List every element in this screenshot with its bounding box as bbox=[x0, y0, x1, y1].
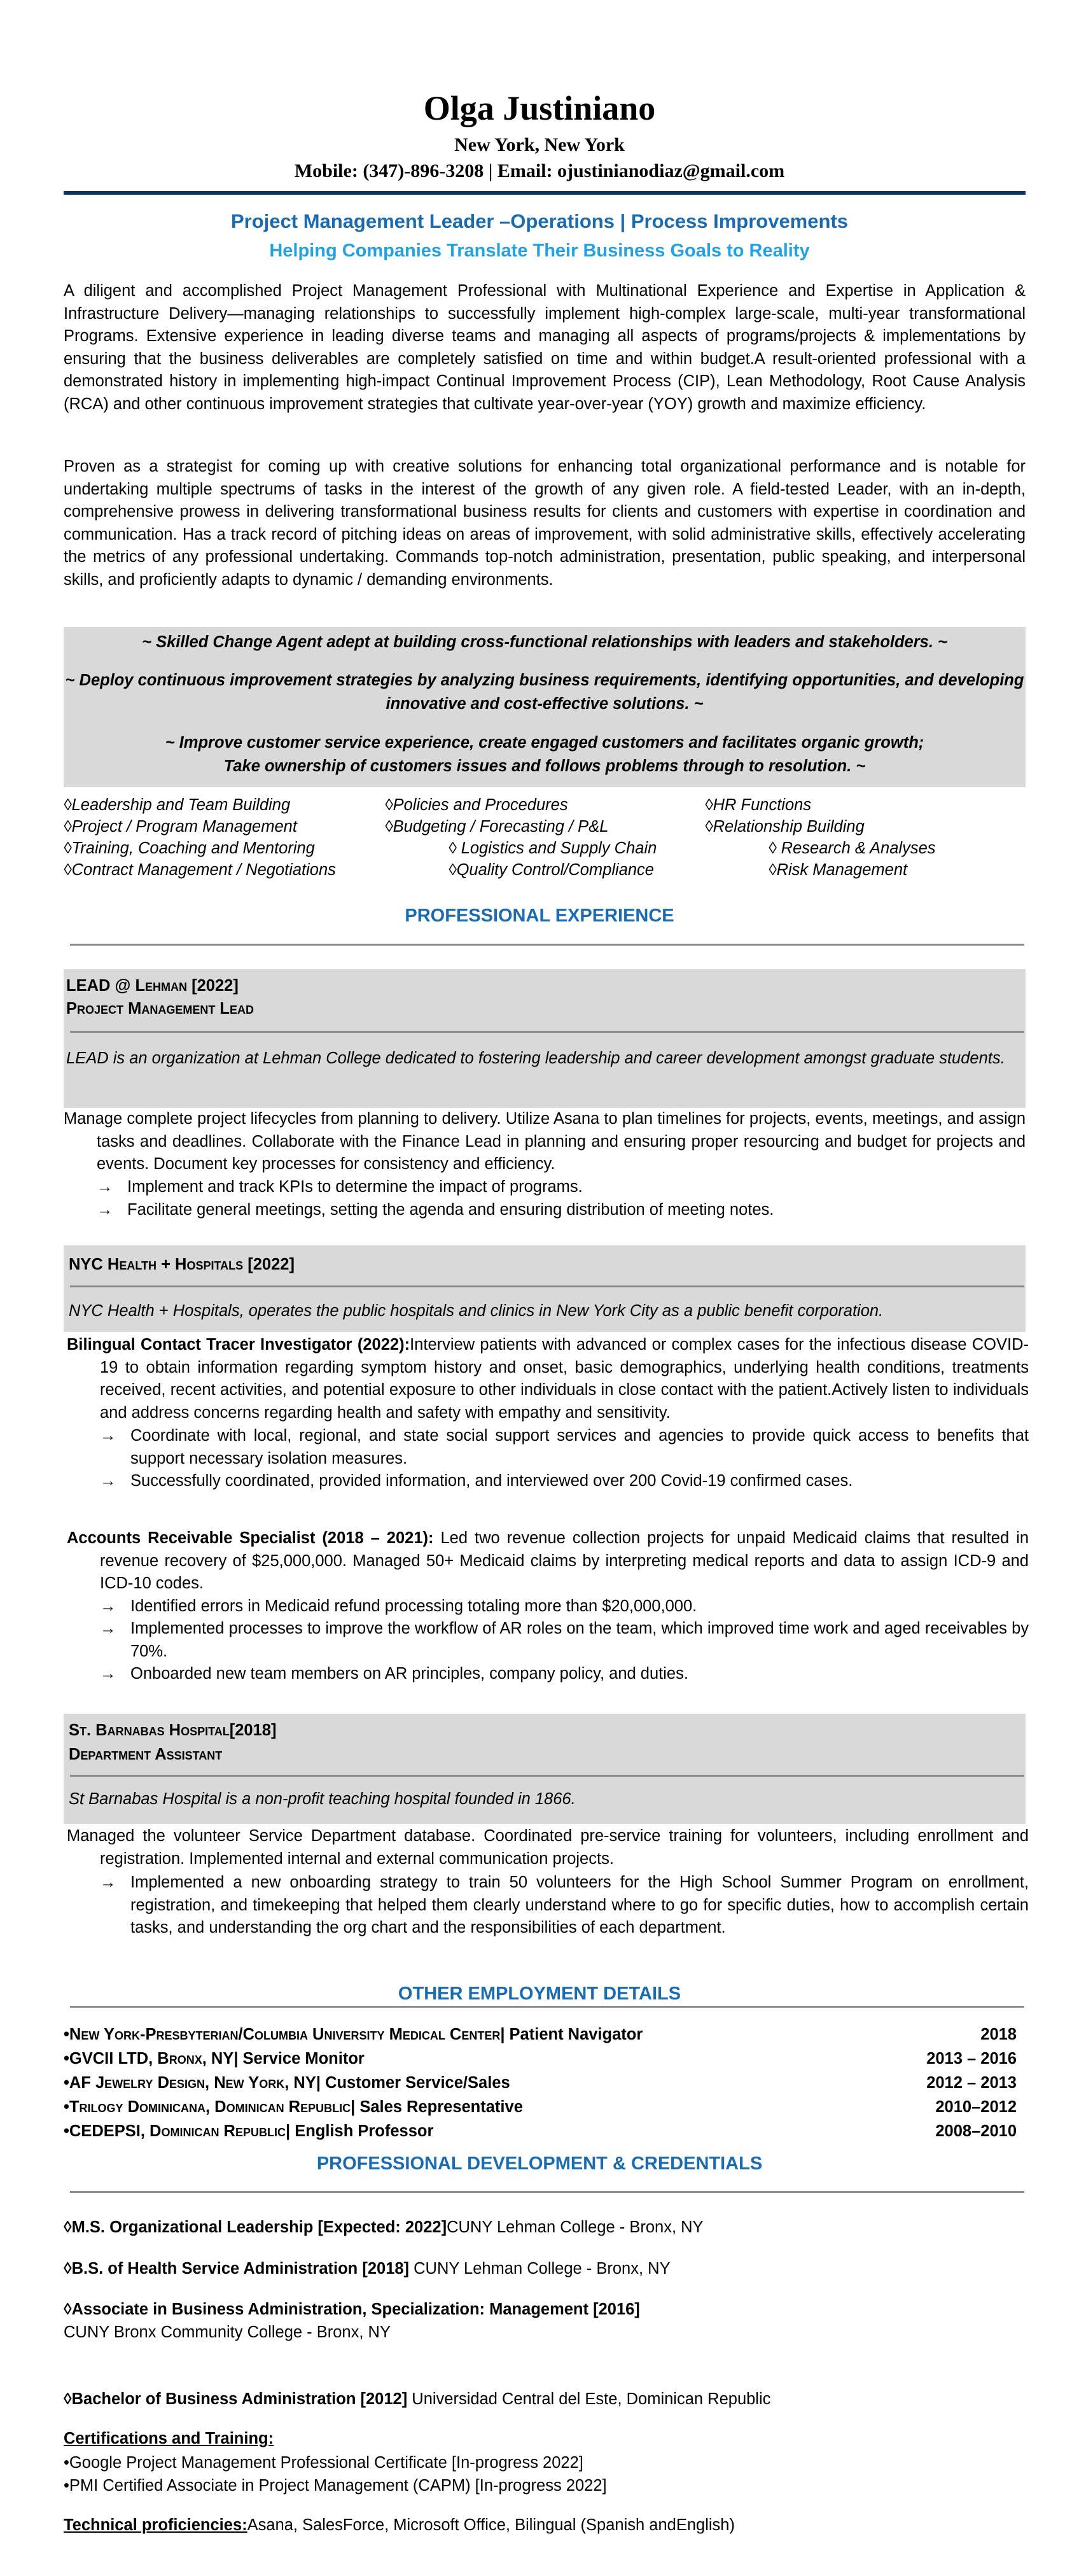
degree-title: ◊Associate in Business Administration, Specialization: Management [2016] bbox=[64, 2300, 640, 2318]
degree-school: CUNY Lehman College - Bronx, NY bbox=[447, 2218, 704, 2236]
org-box-lead-lehman bbox=[64, 969, 1026, 1108]
job-bullet bbox=[64, 1199, 1026, 1222]
employment-role: | Service Monitor bbox=[233, 2050, 365, 2068]
employment-role: | English Professor bbox=[285, 2122, 434, 2140]
job-bullet bbox=[67, 1425, 1029, 1470]
employment-years: 2010–2012 bbox=[935, 2098, 1017, 2116]
degree-associate bbox=[64, 2298, 1026, 2344]
org-divider bbox=[70, 1285, 1024, 1287]
job-bullet bbox=[67, 1663, 1029, 1686]
skill-item: ◊Budgeting / Forecasting / P&L bbox=[385, 818, 609, 836]
degree-school: CUNY Lehman College - Bronx, NY bbox=[409, 2260, 671, 2278]
job-bullet bbox=[67, 1595, 1029, 1618]
employment-role: | Patient Navigator bbox=[500, 2026, 643, 2043]
employment-row bbox=[64, 2051, 1017, 2068]
employment-row bbox=[64, 2027, 1017, 2043]
employment-org: •GVCII LTD, Bronx, NY bbox=[64, 2050, 234, 2068]
employment-org: •New York-Presbyterian/Columbia University Medical Center bbox=[64, 2026, 501, 2043]
degree-school: CUNY Bronx Community College - Bronx, NY bbox=[64, 2323, 391, 2341]
degree-school: Universidad Central del Este, Dominican Republic bbox=[407, 2390, 771, 2408]
employment-years: 2013 – 2016 bbox=[926, 2050, 1017, 2068]
technical-list: Asana, SalesForce, Microsoft Office, Bilingual (Spanish andEnglish) bbox=[247, 2516, 735, 2534]
skill-item: ◊HR Functions bbox=[705, 796, 812, 814]
arrow-icon: → bbox=[100, 1597, 116, 1615]
org-description: St Barnabas Hospital is a non-profit teaching hospital founded in 1866. bbox=[69, 1790, 576, 1808]
highlight-customer-service bbox=[64, 731, 1026, 778]
job-bullet-text: Identified errors in Medicaid refund processing totaling more than $20,000,000. bbox=[130, 1597, 697, 1615]
candidate-name: Olga Justiniano bbox=[423, 89, 656, 127]
professional-headline: Project Management Leader –Operations | Process Improvements bbox=[230, 210, 848, 232]
skill-item: ◊Project / Program Management bbox=[64, 818, 297, 836]
position-title: Accounts Receivable Specialist (2018 – 2021): bbox=[67, 1529, 434, 1547]
employment-years: 2018 bbox=[980, 2026, 1017, 2043]
section-divider bbox=[70, 2006, 1024, 2008]
degree-title: ◊Bachelor of Business Administration [2012] bbox=[64, 2390, 408, 2408]
skill-item: ◊Training, Coaching and Mentoring bbox=[64, 839, 315, 857]
section-title-experience: PROFESSIONAL EXPERIENCE bbox=[405, 906, 674, 926]
arrow-icon: → bbox=[97, 1201, 113, 1219]
degree-title: ◊M.S. Organizational Leadership [Expected: 2022] bbox=[64, 2218, 447, 2236]
org-role: Department Assistant bbox=[69, 1746, 223, 1763]
certifications-heading-text: Certifications and Training: bbox=[64, 2430, 274, 2447]
job-bullet bbox=[67, 1618, 1029, 1663]
highlight-change-agent: ~ Skilled Change Agent adept at building cross-functional relationships with leaders and stakeholders. ~ bbox=[142, 633, 947, 651]
section-divider bbox=[70, 2191, 1024, 2193]
position-summary: Interview patients with advanced or complex cases for the infectious disease COVID-19 to obtain information regarding symptom history and onset, basic demographics, underlying health conditions, treatments received, recent activities, and potential exposure to other individuals in close contact with the patient.Actively listen to individuals and address concerns regarding health and safety with empathy and sensitivity. bbox=[100, 1336, 1029, 1422]
summary-paragraph-2: Proven as a strategist for coming up with creative solutions for enhancing total organizational performance and is notable for undertaking multiple spectrums of tasks in the interest of the growth of any given role. A field-tested Leader, with an in-depth, comprehensive prowess in delivering transformational business results for clients and customers with expertise in coordination and communication. Has a track record of pitching ideas on areas of improvement, with solid administrative skills, effectively accelerating the metrics of any professional undertaking. Commands top-notch administration, presentation, public speaking, and interpersonal skills, and proficiently adapts to dynamic / demanding environments. bbox=[64, 458, 1026, 589]
org-name: NYC Health + Hospitals [2022] bbox=[69, 1256, 295, 1273]
job-summary-text: Managed the volunteer Service Department database. Coordinated pre-service training for volunteers, including enrollment and registration. Implemented internal and external communication projects. bbox=[67, 1827, 1029, 1868]
job-bullet-text: Successfully coordinated, provided information, and interviewed over 200 Covid-19 confirmed cases. bbox=[130, 1472, 853, 1490]
skill-item: ◊Leadership and Team Building bbox=[64, 796, 291, 814]
arrow-icon: → bbox=[100, 1873, 116, 1891]
technical-proficiencies bbox=[64, 2514, 1026, 2537]
contact-line: Mobile: (347)-896-3208 | Email: ojustinianodiaz@gmail.com bbox=[294, 160, 785, 181]
professional-tagline: Helping Companies Translate Their Business Goals to Reality bbox=[269, 241, 810, 261]
skill-item: ◊Policies and Procedures bbox=[385, 796, 568, 814]
degree-bba bbox=[64, 2388, 1026, 2411]
degree-ms bbox=[64, 2216, 1026, 2239]
employment-org: •Trilogy Dominicana, Dominican Republic bbox=[64, 2098, 351, 2116]
org-role: Project Management Lead bbox=[66, 1000, 254, 1018]
section-divider bbox=[70, 944, 1024, 946]
employment-role: | Customer Service/Sales bbox=[316, 2074, 510, 2092]
org-name: St. Barnabas Hospital[2018] bbox=[69, 1721, 277, 1739]
employment-row bbox=[64, 2075, 1017, 2092]
job-summary-text: Manage complete project lifecycles from planning to delivery. Utilize Asana to plan timelines for projects, events, meetings, and assign tasks and deadlines. Collaborate with the Finance Lead in planning and ensuring proper resourcing and budget for projects and events. Document key processes for consistency and efficiency. bbox=[64, 1110, 1026, 1173]
header-divider bbox=[64, 191, 1026, 195]
skill-item: ◊ Logistics and Supply Chain bbox=[449, 839, 657, 857]
highlight-customer-service-line-2: Take ownership of customers issues and follows problems through to resolution. ~ bbox=[223, 757, 866, 775]
job-bullet-text: Implemented a new onboarding strategy to train 50 volunteers for the High School Summer Program on enrollment, registration, and timekeeping that helped them clearly understand where to go for specific duties, how to accomplish certain tasks, and understanding the org chart and the responsibilities of each department. bbox=[130, 1873, 1029, 1936]
employment-years: 2008–2010 bbox=[935, 2122, 1017, 2140]
job-summary bbox=[67, 1825, 1029, 1870]
employment-row bbox=[64, 2124, 1017, 2140]
job-bullet-text: Implemented processes to improve the workflow of AR roles on the team, which improved time work and aged receivables by 70%. bbox=[130, 1620, 1029, 1660]
org-divider bbox=[70, 1031, 1024, 1033]
job-bullet-text: Implement and track KPIs to determine the impact of programs. bbox=[127, 1178, 583, 1196]
job-bullet-text: Onboarded new team members on AR principles, company policy, and duties. bbox=[130, 1665, 688, 1683]
job-bullet bbox=[67, 1872, 1029, 1940]
skill-item: ◊Contract Management / Negotiations bbox=[64, 861, 336, 879]
position-accounts-receivable bbox=[67, 1527, 1029, 1595]
employment-row bbox=[64, 2099, 1017, 2116]
employment-years: 2012 – 2013 bbox=[926, 2074, 1017, 2092]
job-bullet-text: Facilitate general meetings, setting the agenda and ensuring distribution of meeting notes. bbox=[127, 1201, 774, 1219]
skill-item: ◊Relationship Building bbox=[705, 818, 865, 836]
employment-role: | Sales Representative bbox=[351, 2098, 523, 2116]
job-bullet-text: Coordinate with local, regional, and state social support services and agencies to provide quick access to benefits that support necessary isolation measures. bbox=[130, 1427, 1029, 1467]
org-box-nyc-health bbox=[64, 1245, 1026, 1332]
section-title-other-employment: OTHER EMPLOYMENT DETAILS bbox=[398, 1984, 681, 2004]
org-description: NYC Health + Hospitals, operates the public hospitals and clinics in New York City as a public benefit corporation. bbox=[69, 1302, 884, 1320]
summary-paragraph-1: A diligent and accomplished Project Management Professional with Multinational Experience and Expertise in Application & Infrastructure Delivery—managing relationships to successfully implement high-complex large-scale, multi-year transformational Programs. Extensive experience in leading diverse teams and managing all aspects of programs/projects & implementations by ensuring that the business deliverables are completely satisfied on time and within budget.A result-oriented professional with a demonstrated history in implementing high-impact Continual Improvement Process (CIP), Lean Methodology, Root Cause Analysis (RCA) and other continuous improvement strategies that cultivate year-over-year (YOY) growth and maximize efficiency. bbox=[64, 282, 1026, 413]
job-bullet bbox=[67, 1470, 1029, 1493]
highlight-customer-service-line-1: ~ Improve customer service experience, create engaged customers and facilitates organic growth; bbox=[165, 734, 924, 752]
certification-item: •PMI Certified Associate in Project Management (CAPM) [In-progress 2022] bbox=[64, 2477, 607, 2495]
arrow-icon: → bbox=[100, 1427, 116, 1445]
arrow-icon: → bbox=[100, 1620, 116, 1637]
employment-org: •AF Jewelry Design, New York, NY bbox=[64, 2074, 316, 2092]
degree-title: ◊B.S. of Health Service Administration [2018] bbox=[64, 2260, 410, 2278]
arrow-icon: → bbox=[97, 1178, 113, 1196]
arrow-icon: → bbox=[100, 1472, 116, 1490]
highlights-box bbox=[64, 627, 1026, 787]
job-summary bbox=[64, 1108, 1026, 1176]
position-summary: Led two revenue collection projects for unpaid Medicaid claims that resulted in revenue recovery of $25,000,000. Managed 50+ Medicaid claims by interpreting medical reports and data to assign ICD-9 and ICD-10 codes. bbox=[100, 1529, 1029, 1592]
job-bullet bbox=[64, 1176, 1026, 1199]
technical-heading: Technical proficiencies: bbox=[64, 2516, 247, 2534]
certification-item: •Google Project Management Professional Certificate [In-progress 2022] bbox=[64, 2454, 583, 2472]
employment-org: •CEDEPSI, Dominican Republic bbox=[64, 2122, 286, 2140]
skill-item: ◊Risk Management bbox=[769, 861, 908, 879]
arrow-icon: → bbox=[100, 1665, 116, 1683]
skill-item: ◊ Research & Analyses bbox=[769, 839, 936, 857]
highlight-continuous-improvement: ~ Deploy continuous improvement strategies by analyzing business requirements, identifying opportunities, and developing innovative and cost-effective solutions. ~ bbox=[65, 671, 1024, 713]
section-title-credentials: PROFESSIONAL DEVELOPMENT & CREDENTIALS bbox=[316, 2153, 763, 2174]
org-name: LEAD @ Lehman [2022] bbox=[66, 977, 239, 995]
degree-bs bbox=[64, 2257, 1026, 2280]
certifications-heading bbox=[64, 2427, 1026, 2450]
position-contact-tracer bbox=[67, 1334, 1029, 1424]
org-description: LEAD is an organization at Lehman College dedicated to fostering leadership and career development amongst graduate students. bbox=[66, 1049, 1005, 1067]
position-title: Bilingual Contact Tracer Investigator (2022): bbox=[67, 1336, 410, 1354]
candidate-location: New York, New York bbox=[454, 134, 625, 155]
org-box-st-barnabas bbox=[64, 1714, 1026, 1824]
org-divider bbox=[70, 1775, 1024, 1777]
skill-item: ◊Quality Control/Compliance bbox=[449, 861, 654, 879]
